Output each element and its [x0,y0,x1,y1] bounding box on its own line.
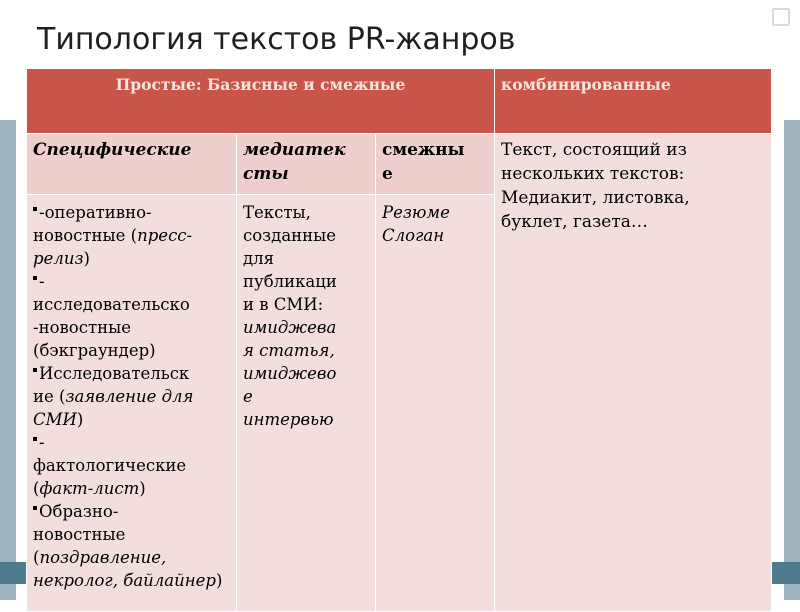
list-item: -оперативно- новостные (пресс-релиз) [33,203,193,268]
bullet-icon [33,506,37,510]
bullet-icon [33,207,37,211]
bullet-icon [33,368,37,372]
footer-stripe-right [770,562,800,584]
genre-table [26,68,772,612]
list-item: Образно- новостные (поздравление, некролог, байлайнер) [33,502,223,590]
subheader-specific: Специфические [27,134,237,195]
slide-title: Типология текстов PR-жанров [37,22,516,57]
header-combined: комбинированные [495,69,772,134]
right-stripe [784,120,800,600]
list-item: Исследовательск ие (заявление для СМИ) [33,364,194,429]
combined-description: Текст, состоящий из нескольких текстов: Медиакит, листовка, буклет, газета… [495,134,772,612]
corner-mark [772,8,790,26]
subheader-adjacent: смежны е [376,134,495,195]
subheader-row [27,134,772,195]
subheader-mediatext: медиатек сты [237,134,376,195]
list-item: - исследовательско -новостные (бэкграундер) [33,272,190,360]
header-row [27,69,772,134]
mediatext-cell: Тексты, созданные для публикаци и в СМИ: имиджева я статья, имиджево е интервью [237,195,376,612]
left-stripe [0,120,16,600]
adjacent-cell: Резюме Слоган [376,195,495,612]
list-item: - фактологические (факт-лист) [33,433,187,498]
bullet-icon [33,437,37,441]
header-simple: Простые: Базисные и смежные [27,69,495,134]
specific-list-cell [27,195,237,612]
bullet-icon [33,276,37,280]
